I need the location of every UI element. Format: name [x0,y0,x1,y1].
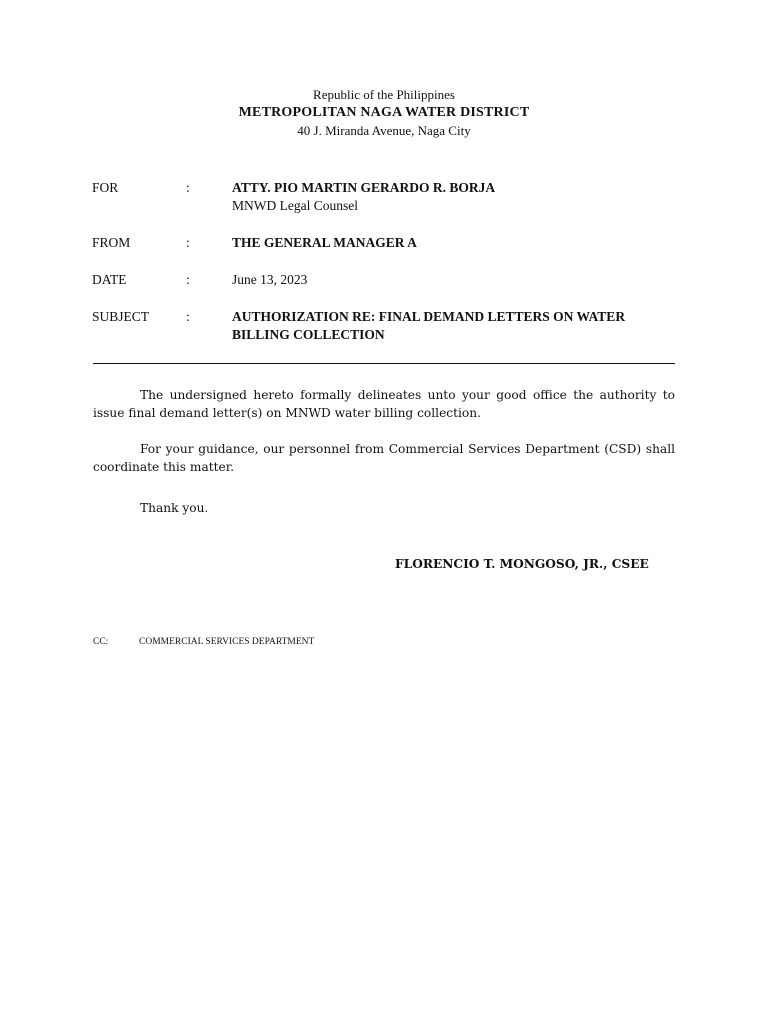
memo-date-label: DATE [92,272,127,287]
memo-date-row [92,271,682,289]
body-paragraph-2: For your guidance, our personnel from Commercial Services Department (CSD) shall coordinate this matter. [93,442,675,474]
memo-date-value: June 13, 2023 [232,272,308,287]
memo-subject-row [92,308,682,344]
memo-from-label: FROM [92,235,131,250]
memo-subject-value: AUTHORIZATION RE: FINAL DEMAND LETTERS ON WATER BILLING COLLECTION [232,309,626,342]
cc-label: CC: [93,637,109,647]
cc-recipient: COMMERCIAL SERVICES DEPARTMENT [139,637,315,647]
signatory-name: FLORENCIO T. MONGOSO, JR., CSEE [395,557,649,571]
memo-subject-label: SUBJECT [92,309,150,324]
body-closing: Thank you. [140,501,209,515]
memo-subject-colon: : [186,309,190,324]
header-divider [93,363,675,364]
letterhead [0,86,768,140]
letterhead-country: Republic of the Philippines [313,87,455,102]
memo-from-colon: : [186,235,190,250]
memo-for-colon: : [186,180,190,195]
memo-date-colon: : [186,272,190,287]
memo-from-row [92,234,682,252]
memo-for-label: FOR [92,180,119,195]
memo-from-value: THE GENERAL MANAGER A [232,235,417,250]
memo-for-title: MNWD Legal Counsel [232,198,358,213]
letterhead-organization: METROPOLITAN NAGA WATER DISTRICT [238,105,530,120]
body-paragraph-1: The undersigned hereto formally delineates unto your good office the authority to issue final demand letter(s) on MNWD water billing collection. [93,388,675,420]
memo-for-row [92,179,682,215]
memo-for-name: ATTY. PIO MARTIN GERARDO R. BORJA [232,180,496,195]
letterhead-address: 40 J. Miranda Avenue, Naga City [297,123,471,138]
